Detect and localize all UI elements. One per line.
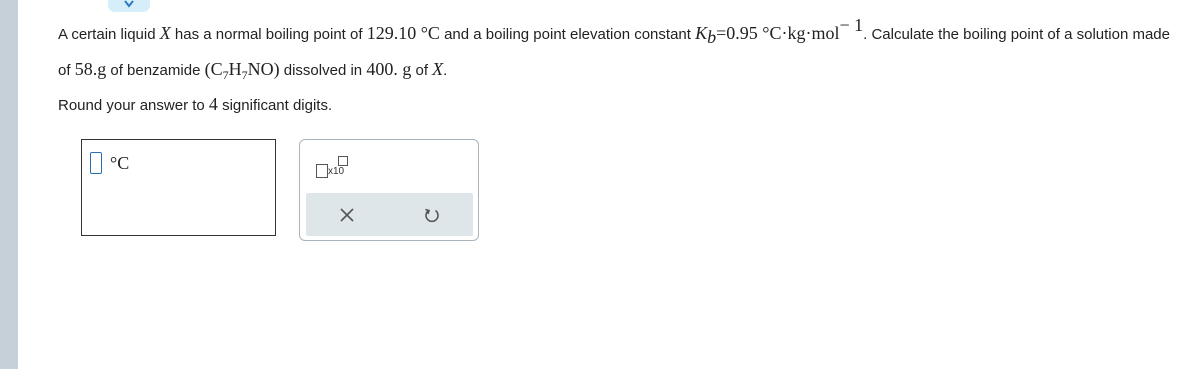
solute-mass: 58.g	[74, 59, 107, 79]
kb-subscript: b	[707, 27, 717, 47]
undo-icon	[422, 212, 442, 229]
formula: $(C_7H_7NO)$	[204, 59, 280, 82]
x10-label: x10	[328, 166, 345, 177]
collapse-tab[interactable]	[108, 0, 150, 12]
exponent-square-icon	[338, 156, 348, 166]
kb-symbol: K	[695, 23, 708, 43]
answer-input[interactable]	[90, 152, 102, 174]
question-text: A certain liquid X has a normal boiling point of 129.10 °C and a boiling point elevation constant $K_b=0.95$ °C·kg·mol$^{- 1}$. Calculate the boiling point of a solution made of 58.g of benzamide $(C_7H_7NO)$ dissolved in 400. g of X.	[58, 15, 1170, 82]
placeholder-square-icon	[316, 164, 328, 178]
kb-exponent: − 1	[839, 15, 864, 35]
variable-x: X	[432, 59, 444, 79]
scientific-notation-button[interactable]	[314, 154, 354, 180]
x-icon	[337, 212, 357, 229]
kb-value: =0.95 °C·kg·mol	[716, 23, 840, 43]
variable-x: X	[159, 23, 171, 43]
clear-button[interactable]	[337, 205, 357, 225]
undo-button[interactable]	[422, 205, 442, 225]
sig-figs: 4	[208, 94, 218, 114]
left-sidebar-strip	[0, 0, 18, 369]
solvent-mass: 400. g	[366, 59, 412, 79]
boiling-point-value: 129.10 °C	[366, 23, 440, 43]
unit-label: °C	[110, 153, 130, 173]
answer-box[interactable]	[81, 139, 276, 236]
math-tool-panel	[299, 139, 479, 241]
rounding-instruction: Round your answer to 4 significant digits.	[58, 94, 333, 114]
action-bar	[306, 193, 473, 236]
chevron-down-icon	[123, 0, 135, 10]
